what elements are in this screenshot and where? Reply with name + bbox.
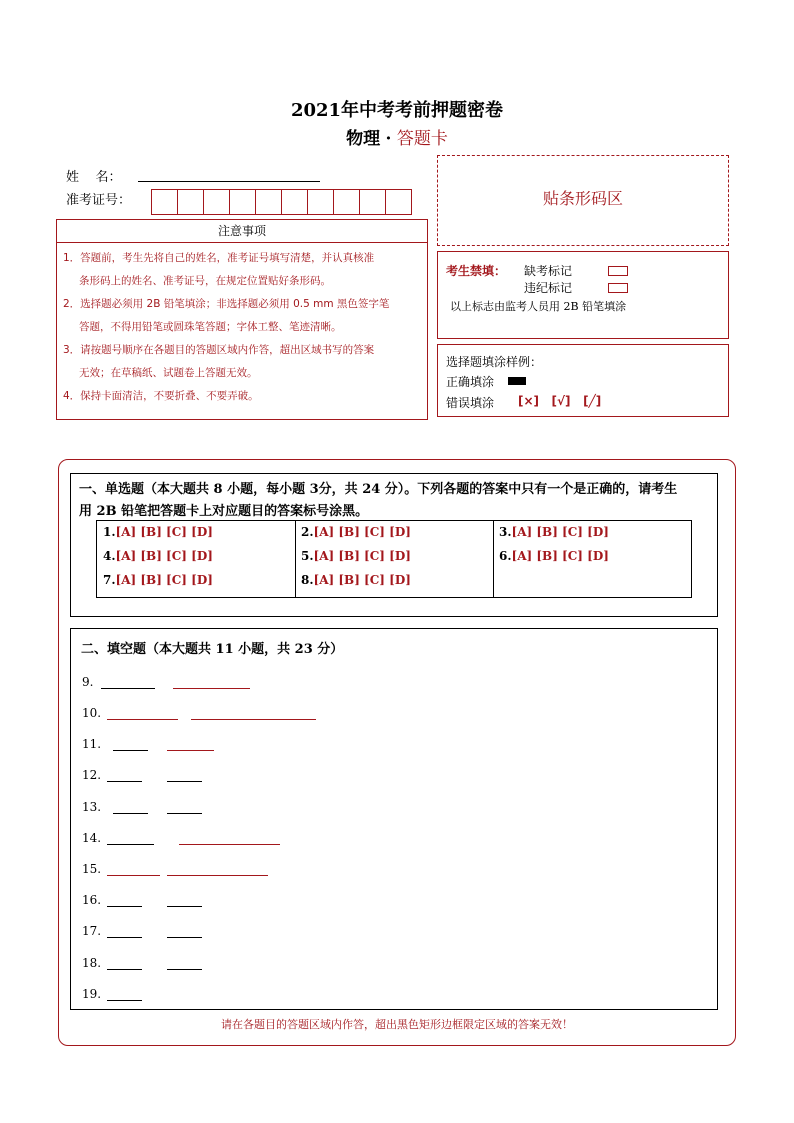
- blank-number: 18.: [82, 956, 102, 970]
- mcq-item[interactable]: 7.[A] [B] [C] [D]: [103, 573, 213, 587]
- sample-box: [437, 344, 729, 417]
- absent-label: 缺考标记: [524, 264, 573, 278]
- footer-warning: 请在各题目的答题区域内作答，超出黑色矩形边框限定区域的答案无效！: [221, 1018, 573, 1031]
- barcode-area: 贴条形码区: [437, 155, 729, 246]
- mcq-item[interactable]: 3.[A] [B] [C] [D]: [499, 525, 609, 539]
- notice-item: 4．保持卡面清洁，不要折叠、不要弄破。: [63, 390, 259, 402]
- notice-item: 条形码上的姓名、准考证号，在规定位置贴好条形码。: [79, 275, 331, 287]
- id-digit-box[interactable]: [308, 190, 334, 214]
- answer-blank[interactable]: [113, 749, 148, 751]
- id-digit-box[interactable]: [386, 190, 411, 214]
- answer-blank[interactable]: [107, 874, 160, 876]
- answer-blank[interactable]: [113, 812, 148, 814]
- forbid-box: [437, 251, 729, 339]
- answer-blank[interactable]: [107, 718, 178, 720]
- blank-number: 15.: [82, 862, 102, 876]
- blank-number: 14.: [82, 831, 102, 845]
- notice-title: 注意事项: [56, 219, 428, 243]
- answer-blank[interactable]: [167, 936, 202, 938]
- notice-item: 答题，不得用铅笔或圆珠笔答题；字体工整、笔迹清晰。: [79, 321, 342, 333]
- id-digit-box[interactable]: [282, 190, 308, 214]
- wrong-marks: [×] [√] [╱]: [518, 394, 602, 408]
- answer-blank[interactable]: [167, 905, 202, 907]
- forbid-note: 以上标志由监考人员用 2B 铅笔填涂: [450, 300, 627, 313]
- mcq-item[interactable]: 6.[A] [B] [C] [D]: [499, 549, 609, 563]
- mcq-item[interactable]: 1.[A] [B] [C] [D]: [103, 525, 213, 539]
- card-label: 答题卡: [396, 129, 448, 149]
- answer-blank[interactable]: [173, 687, 250, 689]
- filled-mark-sample: [508, 377, 526, 385]
- mcq-heading-line: 用 2B 铅笔把答题卡上对应题目的答案标号涂黑。: [79, 504, 369, 519]
- notice-item: 无效；在草稿纸、试题卷上答题无效。: [79, 367, 258, 379]
- id-digit-box[interactable]: [178, 190, 204, 214]
- mcq-item[interactable]: 4.[A] [B] [C] [D]: [103, 549, 213, 563]
- absent-mark-box[interactable]: [608, 266, 628, 276]
- blank-number: 10.: [82, 706, 102, 720]
- id-digit-box[interactable]: [204, 190, 230, 214]
- notice-item: 3．请按题号顺序在各题目的答题区域内作答，超出区域书写的答案: [63, 344, 375, 356]
- name-field[interactable]: [138, 180, 320, 182]
- blank-number: 13.: [82, 800, 102, 814]
- wrong-label: 错误填涂: [446, 396, 495, 410]
- blank-number: 9.: [82, 675, 94, 689]
- answer-blank[interactable]: [101, 687, 155, 689]
- blank-number: 11.: [82, 737, 102, 751]
- notice-item: 2．选择题必须用 2B 铅笔填涂；非选择题必须用 0.5 mm 黑色签字笔: [63, 298, 390, 310]
- blank-number: 17.: [82, 924, 102, 938]
- mcq-heading-line: 一、单选题（本大题共 8 小题，每小题 3分，共 24 分）。下列各题的答案中只有一个是正确的，请考生: [79, 482, 678, 497]
- id-digit-box[interactable]: [152, 190, 178, 214]
- blank-number: 16.: [82, 893, 102, 907]
- id-digit-box[interactable]: [256, 190, 282, 214]
- answer-blank[interactable]: [179, 843, 280, 845]
- answer-blank[interactable]: [107, 999, 142, 1001]
- answer-blank[interactable]: [107, 905, 142, 907]
- mcq-answer-grid: [96, 520, 692, 598]
- fill-heading: 二、填空题（本大题共 11 小题，共 23 分）: [81, 642, 344, 657]
- notice-item: 1．答题前，考生先将自己的姓名，准考证号填写清楚，并认真核准: [63, 252, 375, 264]
- answer-blank[interactable]: [167, 749, 214, 751]
- blank-number: 12.: [82, 768, 102, 782]
- section-fill-blank: [70, 628, 718, 1010]
- name-label: 姓 名：: [66, 170, 122, 185]
- subject-label: 物理: [346, 129, 381, 149]
- subtitle-separator: ·: [385, 129, 392, 149]
- answer-blank[interactable]: [167, 968, 202, 970]
- violation-label: 违纪标记: [524, 281, 573, 295]
- id-digit-box[interactable]: [334, 190, 360, 214]
- forbid-label: 考生禁填：: [446, 264, 507, 278]
- id-number-boxes[interactable]: [151, 189, 412, 215]
- answer-blank[interactable]: [107, 843, 154, 845]
- sample-title: 选择题填涂样例：: [446, 355, 543, 369]
- id-digit-box[interactable]: [230, 190, 256, 214]
- mcq-item[interactable]: 2.[A] [B] [C] [D]: [301, 525, 411, 539]
- violation-mark-box[interactable]: [608, 283, 628, 293]
- answer-blank[interactable]: [107, 936, 142, 938]
- answer-blank[interactable]: [167, 780, 202, 782]
- mcq-item[interactable]: 5.[A] [B] [C] [D]: [301, 549, 411, 563]
- page-title: 2021年中考考前押题密卷: [290, 100, 504, 121]
- page-subtitle: [0, 124, 794, 149]
- answer-blank[interactable]: [107, 780, 142, 782]
- notice-list: [56, 242, 428, 420]
- answer-blank[interactable]: [167, 874, 268, 876]
- blank-number: 19.: [82, 987, 102, 1001]
- correct-label: 正确填涂: [446, 375, 495, 389]
- answer-blank[interactable]: [107, 968, 142, 970]
- answer-blank[interactable]: [167, 812, 202, 814]
- answer-blank[interactable]: [191, 718, 316, 720]
- id-digit-box[interactable]: [360, 190, 386, 214]
- mcq-item[interactable]: 8.[A] [B] [C] [D]: [301, 573, 411, 587]
- id-label: 准考证号：: [66, 193, 132, 208]
- mcq-heading: [71, 474, 717, 523]
